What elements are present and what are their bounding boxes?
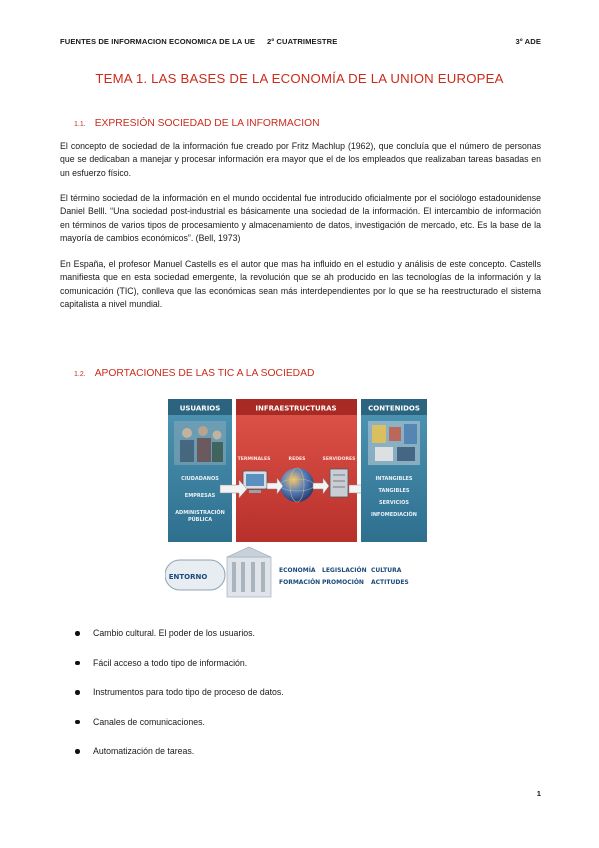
section-heading-2: [74, 368, 314, 379]
contenidos-panel: [361, 399, 427, 542]
entorno-item: PROMOCIÓN: [322, 579, 364, 586]
infraestructuras-panel: [220, 399, 376, 542]
tic-society-diagram: [165, 397, 430, 609]
entorno-section: [165, 547, 409, 597]
section-heading-1: [74, 118, 320, 129]
list-item: [75, 685, 284, 715]
section-number: 1.1.: [74, 121, 86, 128]
contenidos-item: INFOMEDIACIÓN: [371, 512, 417, 518]
usuarios-item: CIUDADANOS: [181, 476, 219, 482]
list-item: [75, 715, 284, 745]
entorno-item: ACTITUDES: [371, 579, 409, 586]
section-title: APORTACIONES DE LAS TIC A LA SOCIEDAD: [94, 368, 315, 379]
bullet-icon: [75, 720, 80, 725]
bullet-icon: [75, 690, 80, 695]
infra-label: SERVIDORES: [322, 457, 356, 462]
entorno-item: LEGISLACIÓN: [322, 567, 367, 574]
infra-label: TERMINALES: [237, 457, 271, 462]
infra-label: REDES: [288, 457, 306, 462]
header-course: FUENTES DE INFORMACION ECONOMICA DE LA UE: [60, 37, 256, 46]
bullet-icon: [75, 631, 80, 636]
usuarios-item: PÚBLICA: [187, 517, 213, 523]
page-header: [60, 37, 541, 49]
header-term: 2º CUATRIMESTRE: [267, 37, 338, 46]
usuarios-panel: [168, 399, 232, 542]
list-item: [75, 626, 284, 656]
entorno-item: FORMACIÓN: [279, 579, 321, 586]
section-number: 1.2.: [74, 371, 86, 378]
bullet-icon: [75, 661, 80, 666]
list-item-text: Canales de comunicaciones.: [93, 716, 205, 727]
list-item: [75, 744, 284, 774]
entorno-item: CULTURA: [371, 567, 402, 574]
paragraph: El término sociedad de la información en el mundo occidental fue introducido oficialmente por el sociólogo estadounidense Daniel Belll. “Una sociedad post-industrial es básicamente una sociedad de la información. El intercambio de información en términos de varios tipos de procesamiento y almacenamiento de datos, investigación de mercado, etc. Es la base de la mayoría de cambios económicos”. (Bell, 1973): [60, 193, 541, 244]
list-item-text: Automatización de tareas.: [93, 746, 195, 757]
list-item-text: Cambio cultural. El poder de los usuarios.: [93, 628, 255, 638]
infraestructuras-title: INFRAESTRUCTURAS: [255, 404, 337, 413]
bullet-list: [75, 626, 284, 774]
section-title: EXPRESIÓN SOCIEDAD DE LA INFORMACION: [94, 118, 320, 129]
document-title: TEMA 1. LAS BASES DE LA ECONOMÍA DE LA UNION EUROPEA: [95, 71, 504, 86]
list-item-text: Fácil acceso a todo tipo de información.: [93, 657, 248, 668]
paragraph: En España, el profesor Manuel Castells es el autor que mas ha influido en el estudio y análisis de este concepto. Castells manifiesta que en esta sociedad emergente, la revolución que se ah producido en las tecnologías de la información y la comunicación (TIC), conlleva que las económicas sean más interdependientes por lo que se ha reestructurado el sistema capitalista a nivel mundial.: [60, 259, 541, 310]
entorno-item: ECONOMÍA: [279, 567, 316, 574]
globe-icon: [280, 468, 314, 502]
usuarios-title: USUARIOS: [179, 404, 221, 413]
paragraph: El concepto de sociedad de la información fue creado por Fritz Machlup (1962), que concluía que el número de personas que se dedicaban a manejar y procesar información era mayor que el de los empleados que realizaban tareas basadas en un esfuerzo físico.: [60, 141, 541, 178]
contenidos-item: INTANGIBLES: [375, 476, 413, 482]
server-icon: [330, 469, 348, 497]
building-icon: [227, 547, 271, 597]
bullet-icon: [75, 749, 80, 754]
header-degree: 3º ADE: [515, 37, 541, 46]
contenidos-item: TANGIBLES: [378, 488, 410, 494]
contenidos-title: CONTENIDOS: [368, 404, 420, 413]
usuarios-item: EMPRESAS: [184, 493, 216, 499]
usuarios-item: ADMINISTRACIÓN: [175, 510, 225, 516]
list-item: [75, 656, 284, 686]
list-item-text: Instrumentos para todo tipo de proceso de datos.: [93, 687, 284, 698]
entorno-title: ENTORNO: [168, 573, 208, 581]
contenidos-item: SERVICIOS: [379, 500, 409, 506]
page-number: 1: [536, 789, 541, 798]
